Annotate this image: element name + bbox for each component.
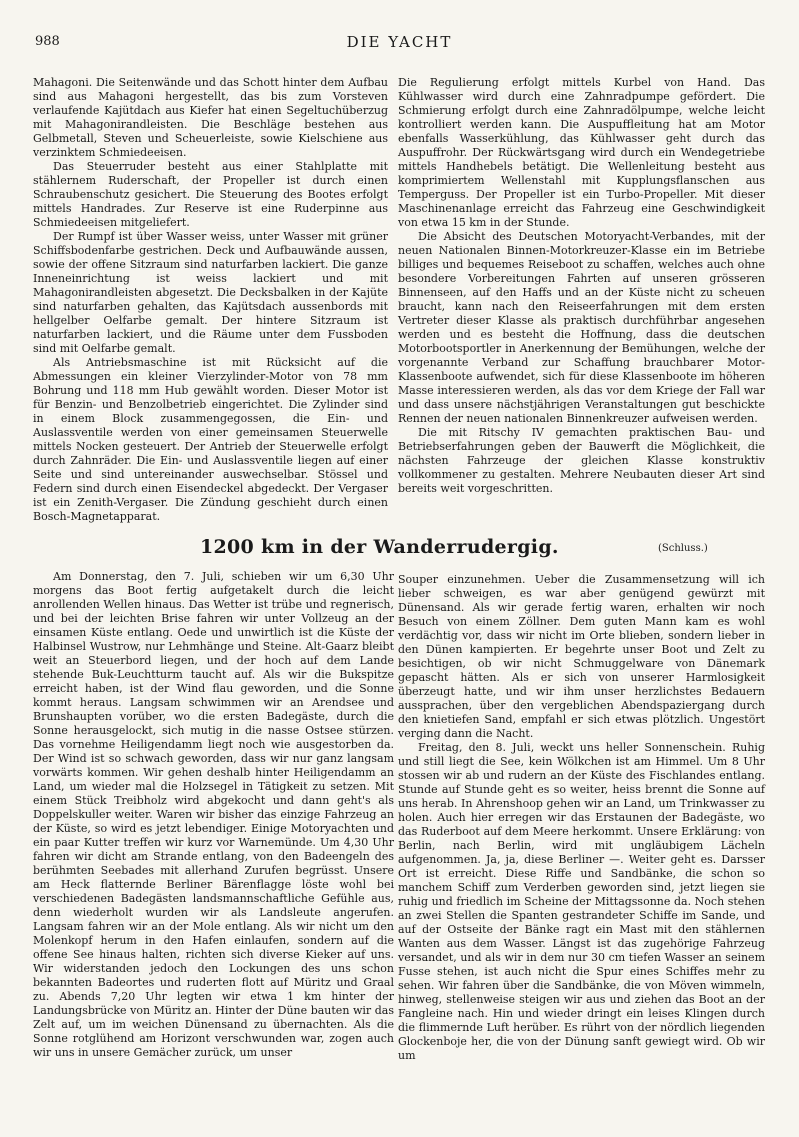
paragraph: Die Regulierung erfolgt mittels Kurbel von Hand. Das Kühlwasser wird durch eine Zahnradpumpe gefördert. Die Schmierung erfolgt durch eine Zahnradölpumpe, welche leicht kontrolliert werden kann. Die Auspuffleitung hat am Motor ebenfalls Wasserkühlung, das Kühlwasser geht durch das Auspuffrohr. Der Rückwärtsgang wird durch ein Wendegetriebe mittels Handhebels betätigt. Die Wellenleitung besteht aus komprimiertem Wellenstahl mit Kupplungsflanschen aus Temperguss. Der Propeller ist ein Turbo-Propeller. Mit dieser Maschinenanlage erreicht das Fahrzeug eine Geschwindigkeit von etwa 15 km in der Stunde. xyxy=(398,76,765,229)
article-title: 1200 km in der Wanderrudergig. xyxy=(200,536,559,558)
paragraph: Souper einzunehmen. Ueber die Zusammensetzung will ich lieber schweigen, es war aber genügend gewürzt mit Dünensand. Als wir gerade fertig waren, erhalten wir noch Besuch von einem Zöllner. Dem guten Mann kam es wohl verdächtig vor, dass wir nicht im Orte blieben, sondern lieber in den Dünen kampierten. Er begehrte unser Boot und Zelt zu besichtigen, ob wir nicht Schmuggelware von Dänemark gepascht hätten. Als er sich von unserer Harmlosigkeit überzeugt hatte, und wir ihm unser herzlichstes Bedauern aussprachen, über den vergeblichen Abendspaziergang durch den knietiefen Sand, empfahl er sich etwas plötzlich. Ungestört verging dann die Nacht. xyxy=(398,573,765,740)
column-bottom-right xyxy=(398,573,765,1063)
paragraph: Die Absicht des Deutschen Motoryacht-Verbandes, mit der neuen Nationalen Binnen-Motorkreuzer-Klasse ein im Betriebe billiges und bequemes Reiseboot zu schaffen, welches auch ohne besondere Vorbereitungen Fahrten auf unseren grösseren Binnenseen, auf den Haffs und an der Küste nicht zu scheuen braucht, kann nach den Reiseerfahrungen mit dem ersten Vertreter dieser Klasse als praktisch durchführbar angesehen werden und es besteht die Hoffnung, dass die deutschen Motorbootsportler in Anerkennung der Bemühungen, welche der vorgenannte Verband zur Schaffung brauchbarer Motor-Klassenboote aufwendet, sich für diese Klassenboote im höheren Masse interessieren werden, als das vor dem Kriege der Fall war und dass unsere nächstjährigen Veranstaltungen gut beschickte Rennen der neuen nationalen Binnenkreuzer aufweisen werden. xyxy=(398,230,765,425)
paragraph: Die mit Ritschy IV gemachten praktischen Bau- und Betriebserfahrungen geben der Bauwerft die Möglichkeit, die nächsten Fahrzeuge der gleichen Klasse konstruktiv vollkommener zu gestalten. Mehrere Neubauten dieser Art sind bereits weit vorgeschritten. xyxy=(398,426,765,495)
paragraph: Mahagoni. Die Seitenwände und das Schott hinter dem Aufbau sind aus Mahagoni hergestellt, das bis zum Vorsteven verlaufende Kajütdach aus Kiefer hat einen Segeltuchüberzug mit Mahagonirandleisten. Die Beschläge bestehen aus Gelbmetall, Steven und Scheuerleiste, sowie Kielschiene aus verzinktem Schmiedeeisen. xyxy=(33,76,388,159)
paragraph: Der Rumpf ist über Wasser weiss, unter Wasser mit grüner Schiffsbodenfarbe gestrichen. Deck und Aufbauwände aussen, sowie der offene Sitzraum sind naturfarben lackiert. Die ganze Inneneinrichtung ist weiss lackiert und mit Mahagonirandleisten abgesetzt. Die Decksbalken in der Kajüte sind naturfarben gehalten, das Kajütsdach aussenbords mit hellgelber Oelfarbe gemalt. Der hintere Sitzraum ist naturfarben lackiert, und die Räume unter dem Fussboden sind mit Oelfarbe gemalt. xyxy=(33,230,388,355)
column-top-left xyxy=(33,76,388,524)
column-top-right xyxy=(398,76,765,496)
paragraph: Freitag, den 8. Juli, weckt uns heller Sonnenschein. Ruhig und still liegt die See, kein Wölkchen ist am Himmel. Um 8 Uhr stossen wir ab und rudern an der Küste des Fischlandes entlang. Stunde auf Stunde geht es so weiter, heiss brennt die Sonne auf uns herab. In Ahrenshoop gehen wir an Land, um Trinkwasser zu holen. Auch hier erregen wir das Erstaunen der Badegäste, wo das Ruderboot auf dem Meere herkommt. Unsere Erklärung: von Berlin, nach Berlin, wird mit ungläubigem Lächeln aufgenommen. Ja, ja, diese Berliner —. Weiter geht es. Darsser Ort ist erreicht. Diese Riffe und Sandbänke, die schon so manchem Schiff zum Verderben geworden sind, jetzt liegen sie ruhig und friedlich im Scheine der Mittagssonne da. Noch stehen an zwei Stellen die Spanten gestrandeter Schiffe im Sande, und auf der Ostseite der Bänke ragt ein Mast mit den stählernen Wanten aus dem Wasser. Längst ist das zugehörige Fahrzeug versandet, und als wir in dem nur 30 cm tiefen Wasser an seinem Fusse stehen, ist auch nicht die Spur eines Schiffes mehr zu sehen. Wir fahren über die Sandbänke, die von Möven wimmeln, hinweg, stellenweise steigen wir aus und ziehen das Boot an der Fangleine nach. Hin und wieder dringt ein leises Klingen durch die flimmernde Luft herüber. Es rührt von der nördlich liegenden Glockenboje her, die von der Dünung sanft gewiegt wird. Ob wir um xyxy=(398,741,765,1062)
paragraph: Das Steuerruder besteht aus einer Stahlplatte mit stählernem Ruderschaft, der Propeller ist durch einen Schraubenschutz gesichert. Die Steuerung des Bootes erfolgt mittels Handrades. Zur Reserve ist eine Ruderpinne aus Schmiedeeisen mitgeliefert. xyxy=(33,160,388,229)
paragraph: Am Donnerstag, den 7. Juli, schieben wir um 6,30 Uhr morgens das Boot fertig aufgetakelt durch die leicht anrollenden Wellen hinaus. Das Wetter ist trübe und regnerisch, und bei der leichten Brise fahren wir unter Vollzeug an der einsamen Küste entlang. Oede und unwirtlich ist die Küste der Halbinsel Wustrow, nur Lehmhänge und Steine. Alt-Gaarz bleibt weit an Steuerbord liegen, und der hoch auf dem Lande stehende Buk-Leuchtturm taucht auf. Als wir die Bukspitze erreicht haben, ist der Wind flau geworden, und die Sonne kommt heraus. Langsam schwimmen wir an Arendsee und Brunshaupten vorüber, wo die ersten Badegäste, durch die Sonne herausgelockt, sich mutig in die nasse Ostsee stürzen. Das vornehme Heiligendamm liegt noch wie ausgestorben da. Der Wind ist so schwach geworden, dass wir nur ganz langsam vorwärts kommen. Wir gehen deshalb hinter Heiligendamm an Land, um wieder mal die Holzsegel in Tätigkeit zu setzen. Mit einem Stück Treibholz wird abgekocht und dann geht's als Doppelskuller weiter. Waren wir bisher das einzige Fahrzeug an der Küste, so wird es jetzt lebendiger. Einige Motoryachten und ein paar Kutter treffen wir kurz vor Warnemünde. Um 4,30 Uhr fahren wir dicht am Strande entlang, von den Badeengeln des berühmten Seebades mit allerhand Zurufen begrüsst. Unsere am Heck flatternde Berliner Bärenflagge löste wohl bei verschiedenen Badegästen landsmannschaftliche Gefühle aus, denn wiederholt wurden wir als Landsleute angerufen. Langsam fahren wir an der Mole entlang. Als wir nicht um den Molenkopf herum in den Hafen einlaufen, sondern auf die offene See hinaus halten, richten sich diverse Kieker auf uns. Wir widerstanden jedoch den Lockungen des uns schon bekannten Badeortes und ruderten flott auf Müritz und Graal zu. Abends 7,20 Uhr legten wir etwa 1 km hinter der Landungsbrücke von Müritz an. Hinter der Düne bauten wir das Zelt auf, um im weichen Dünensand zu übernachten. Als die Sonne rotglühend am Horizont verschwunden war, zogen auch wir uns in unsere Gemächer zurück, um unser xyxy=(33,570,394,1059)
column-bottom-left xyxy=(33,570,394,1060)
article-continuation-note: (Schluss.) xyxy=(658,543,708,554)
page-number: 988 xyxy=(35,34,60,49)
running-title: DIE YACHT xyxy=(346,33,453,51)
paragraph: Als Antriebsmaschine ist mit Rücksicht auf die Abmessungen ein kleiner Vierzylinder-Motor von 78 mm Bohrung und 118 mm Hub gewählt worden. Dieser Motor ist für Benzin- und Benzolbetrieb eingerichtet. Die Zylinder sind in einem Block zusammengegossen, die Ein- und Auslassventile werden von einer gemeinsamen Steuerwelle mittels Nocken gesteuert. Der Antrieb der Steuerwelle erfolgt durch Zahnräder. Die Ein- und Auslassventile liegen auf einer Seite und sind untereinander auswechselbar. Stössel und Federn sind durch einen Eisendeckel abgedeckt. Der Vergaser ist ein Zenith-Vergaser. Die Zündung geschieht durch einen Bosch-Magnetapparat. xyxy=(33,356,388,523)
